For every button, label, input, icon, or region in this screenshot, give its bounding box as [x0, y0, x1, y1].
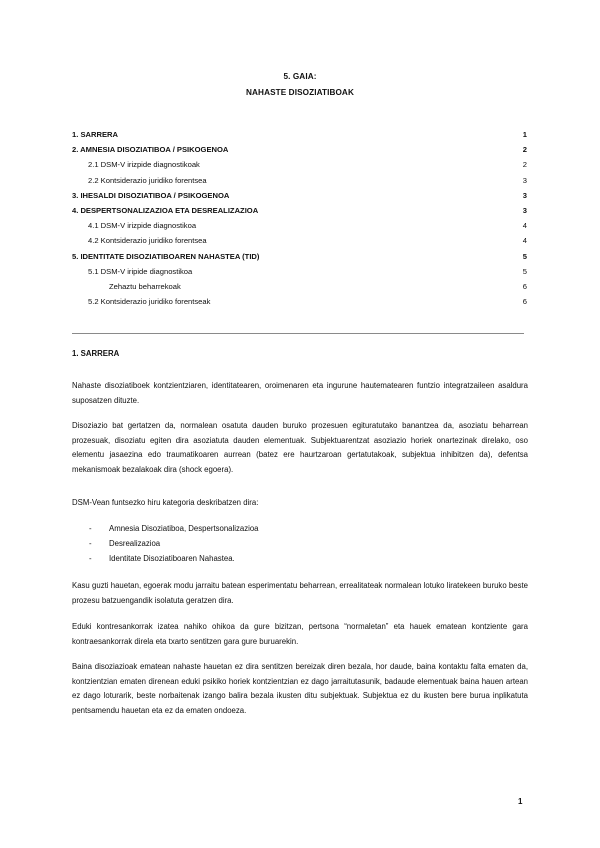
paragraph-3: DSM-Vean funtsezko hiru kategoria deskribatzen dira:	[72, 498, 259, 507]
paragraph-5: Eduki kontresankorrak izatea nahiko ohikoa da gure bizitzan, pertsona “normaletan” eta hauek ematean kontziente gara kontraesankorrak direla eta txarto sentitzen gara gure buruarekin.	[72, 622, 528, 646]
toc-entry[interactable]	[72, 233, 527, 248]
toc-entry-title: 3. IHESALDI DISOZIATIBOA / PSIKOGENOA	[72, 190, 230, 200]
toc-entry-title: 1. SARRERA	[72, 130, 118, 139]
toc-entry-title: Zehaztu beharrekoak	[109, 281, 181, 291]
bullet-list	[89, 522, 259, 566]
toc-entry[interactable]	[72, 127, 527, 142]
toc-entry-page: 2	[522, 160, 527, 170]
section-heading: 1. SARRERA	[72, 349, 120, 358]
paragraph-6: Baina disoziazioak ematean nahaste hauetan ez dira sentitzen bereizak diren bezala, hor daude, baina kontaktu falta ematen da, kontzientzian ematen direnean eduki psikiko horiek kontzientzian ez dago jarraitutasunik, badaude elementuak baina hauen artean ez dago loturarik, beste norbaitenak izango balira bezala ikusten ditu subjektuak. Subjektua ez du ikusten bere burua inplikatuta pentsamendu hauetan eta ez da ematen ondoeza.	[72, 662, 528, 715]
page-number: 1	[518, 797, 523, 806]
list-item	[89, 522, 259, 537]
paragraph-4: Kasu guzti hauetan, egoerak modu jarraitu batean esperimentatu beharrean, errealitateak normalean lotuko liratekeen buruko beste prozesu batzuengandik isolatuta geratzen dira.	[72, 581, 528, 605]
toc-entry-page: 5	[522, 266, 527, 276]
toc-entry-title: 2. AMNESIA DISOZIATIBOA / PSIKOGENOA	[72, 145, 229, 155]
toc-entry-page: 4	[522, 236, 527, 246]
bullet-marker: -	[89, 524, 92, 533]
list-item	[89, 537, 259, 552]
toc-entry[interactable]	[72, 142, 527, 157]
toc-entry-title: 4. DESPERTSONALIZAZIOA ETA DESREALIZAZIOA	[72, 205, 259, 215]
toc-entry[interactable]	[72, 188, 527, 203]
table-of-contents	[72, 127, 527, 309]
toc-entry-page: 3	[522, 175, 527, 185]
paragraph-1: Nahaste disoziatiboek kontzientziaren, identitatearen, oroimenaren eta ingurune hautematearen funtzio integratzaileen asaldura suposatzen dituzte.	[72, 381, 528, 405]
toc-entry-page: 4	[522, 221, 527, 231]
toc-entry-title: 2.2 Kontsiderazio juridiko forentsea	[88, 175, 207, 185]
toc-entry-title: 4.1 DSM-V irizpide diagnostikoa	[88, 221, 197, 231]
toc-entry[interactable]	[72, 173, 527, 188]
toc-entry-page: 5	[522, 251, 527, 261]
toc-entry-page: 6	[522, 281, 527, 291]
bullet-marker: -	[89, 538, 92, 548]
list-item-text: Identitate Disoziatiboaren Nahastea.	[109, 553, 235, 563]
bullet-marker: -	[89, 553, 92, 563]
toc-entry-page: 1	[522, 130, 527, 139]
toc-entry-title: 2.1 DSM-V irizpide diagnostikoak	[88, 160, 200, 170]
paragraph-2: Disoziazio bat gertatzen da, normalean osatuta dauden buruko prozesuen egituratutako banantzea da, asoziatu beharrean prozesuak, disoziatu egiten dira asoziatuta dauden elementuak. Subjektuarentzat asoziazio horiek onartezinak direlako, oso elementu jasaezina edo traumatikoaren aurrean (batez ere haurtzaroan gertatutakoak, subjektua inhibitzen da), defentsa mekanismoak bezalakoak dira (shock egoera).	[72, 421, 528, 474]
toc-entry[interactable]	[72, 294, 527, 309]
toc-entry[interactable]	[72, 218, 527, 233]
list-item-text: Amnesia Disoziatiboa, Despertsonalizazioa	[109, 524, 259, 533]
toc-entry-title: 4.2 Kontsiderazio juridiko forentsea	[88, 236, 207, 246]
toc-entry[interactable]	[72, 157, 527, 172]
toc-entry-page: 6	[522, 297, 527, 307]
list-item-text: Desrealizazioa	[109, 538, 161, 548]
toc-entry[interactable]	[72, 264, 527, 279]
toc-entry-page: 3	[522, 190, 527, 200]
toc-entry-title: 5.1 DSM-V iripide diagnostikoa	[88, 266, 193, 276]
toc-entry[interactable]	[72, 203, 527, 218]
chapter-title: NAHASTE DISOZIATIBOAK	[246, 88, 354, 97]
toc-entry-title: 5.2 Kontsiderazio juridiko forentseak	[88, 297, 211, 307]
toc-entry-page: 2	[522, 145, 527, 155]
toc-entry[interactable]	[72, 249, 527, 264]
list-item	[89, 552, 259, 567]
toc-entry[interactable]	[72, 279, 527, 294]
toc-entry-page: 3	[522, 205, 527, 215]
divider-line	[72, 333, 524, 334]
chapter-number: 5. GAIA:	[283, 72, 317, 81]
toc-entry-title: 5. IDENTITATE DISOZIATIBOAREN NAHASTEA (TID)	[72, 251, 260, 261]
